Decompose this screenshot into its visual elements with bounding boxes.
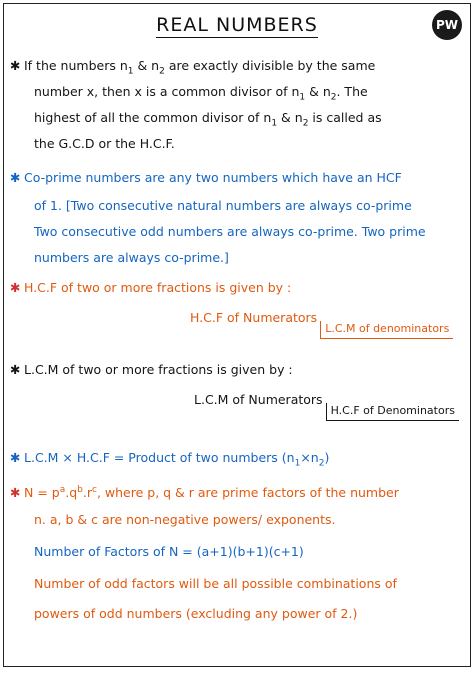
coprime-line-2: of 1. [Two consecutive natural numbers are always co-prime [34, 198, 412, 213]
lcm-numerator: L.C.M of Numerators [194, 392, 323, 407]
coprime-line-1: ✱ Co-prime numbers are any two numbers which have an HCF [10, 170, 402, 185]
hcf-fractions-formula [190, 310, 470, 335]
bullet-icon: ✱ [10, 280, 21, 295]
lcm-denominator: H.C.F of Denominators [326, 403, 459, 421]
lcm-fractions-line: ✱ L.C.M of two or more fractions is given by : [10, 362, 293, 377]
lcm-hcf-product: ✱ L.C.M × H.C.F = Product of two numbers $(n_1\times n_2)$ [10, 450, 330, 469]
pw-logo: PW [432, 10, 462, 40]
gcd-line-2: number x, then x is a common divisor of $n_1$ & $n_2$. The [34, 84, 368, 103]
factors-line-2: n. a, b & c are non-negative powers/ exponents. [34, 512, 336, 527]
odd-factors-line-1: Number of odd factors will be all possible combinations of [34, 576, 397, 591]
lcm-fractions-formula [194, 392, 470, 417]
bullet-icon: ✱ [10, 362, 21, 377]
gcd-line-3: highest of all the common divisor of $n_1$ & $n_2$ is called as [34, 110, 382, 129]
hcf-numerator: H.C.F of Numerators [190, 310, 318, 325]
bullet-icon: ✱ [10, 58, 21, 73]
coprime-line-4: numbers are always co-prime.] [34, 250, 229, 265]
hcf-fractions-line: ✱ H.C.F of two or more fractions is given by : [10, 280, 292, 295]
bullet-icon: ✱ [10, 450, 21, 465]
gcd-line-4: the G.C.D or the H.C.F. [34, 136, 175, 151]
bullet-icon: ✱ [10, 485, 21, 501]
bullet-icon: ✱ [10, 170, 21, 185]
coprime-line-3: Two consecutive odd numbers are always co-prime. Two prime [34, 224, 426, 239]
factors-line-1: ✱ $N = p^a.q^b.r^c$, where p, q & r are prime factors of the number [10, 485, 399, 501]
factors-count-line: Number of Factors of N = (a+1)(b+1)(c+1) [34, 544, 304, 559]
notes-page [3, 3, 471, 667]
hcf-denominator: L.C.M of denominators [320, 321, 453, 339]
gcd-line-1: ✱ If the numbers $n_1$ & $n_2$ are exactly divisible by the same [10, 58, 376, 77]
title-text: REAL NUMBERS [156, 14, 318, 36]
page-title [4, 14, 470, 36]
odd-factors-line-2: powers of odd numbers (excluding any power of 2.) [34, 606, 358, 621]
